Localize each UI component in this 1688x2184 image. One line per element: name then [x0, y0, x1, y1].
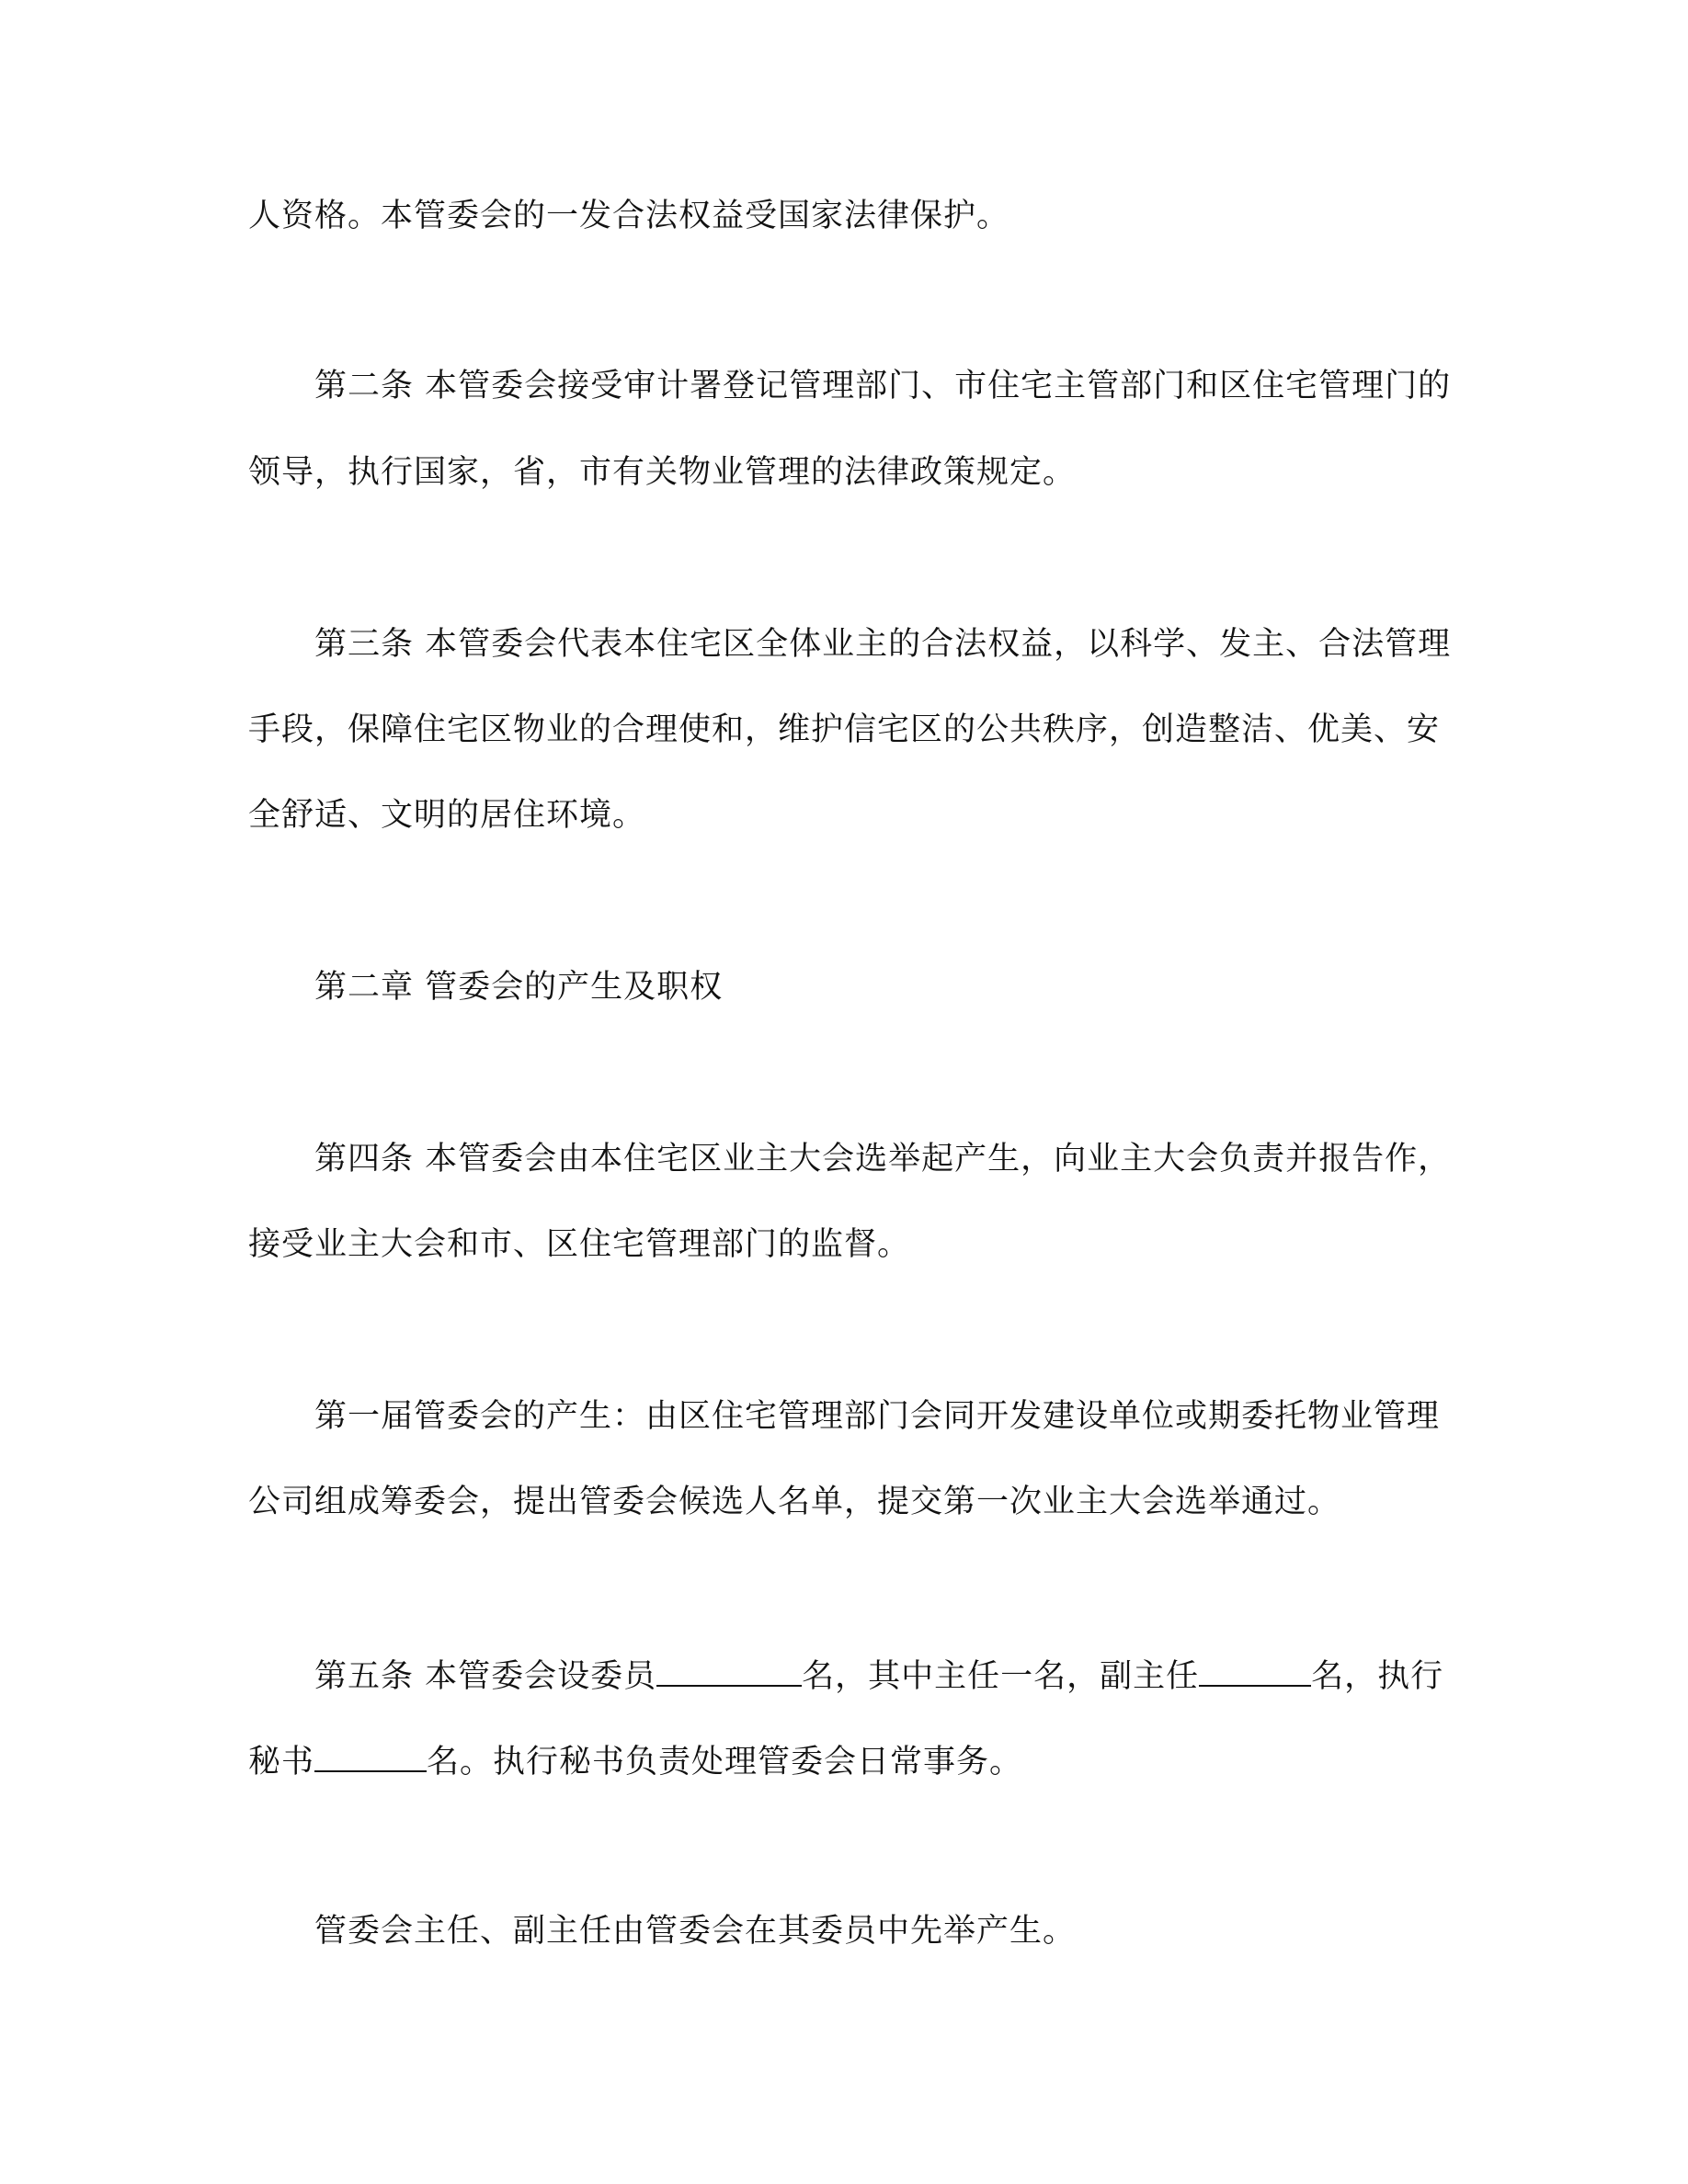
article-5-text-c: 名，执行: [1311, 1658, 1444, 1695]
chair-election-line: 管委会主任、副主任由管委会在其委员中先举产生。: [314, 1913, 1077, 1950]
article-2-line-1: 第二条 本管委会接受审计署登记管理部门、市住宅主管部门和区住宅管理门的: [314, 368, 1452, 404]
article-5-text-d: 秘书: [248, 1744, 315, 1780]
article-5-text-b: 名，其中主任一名，副主任: [802, 1658, 1200, 1695]
paragraph-continuation: 人资格。本管委会的一发合法权益受国家法律保护。: [248, 198, 1010, 234]
article-4-line-1: 第四条 本管委会由本住宅区业主大会选举起产生，向业主大会负责并报告作，: [314, 1141, 1452, 1177]
article-3-line-2: 手段，保障住宅区物业的合理使和，维护信宅区的公共秩序，创造整洁、优美、安: [248, 711, 1441, 748]
article-4-line-2: 接受业主大会和市、区住宅管理部门的监督。: [248, 1226, 911, 1263]
first-committee-line-2: 公司组成筹委会，提出管委会候选人名单，提交第一次业主大会选举通过。: [248, 1484, 1341, 1520]
vice-chair-count-blank: [1199, 1652, 1311, 1687]
article-5-text-e: 名。执行秘书负责处理管委会日常事务。: [427, 1744, 1023, 1780]
first-committee-line-1: 第一届管委会的产生：由区住宅管理部门会同开发建设单位或期委托物业管理: [314, 1398, 1441, 1435]
article-5-text-a: 第五条 本管委会设委员: [314, 1658, 657, 1695]
article-5-line-1: [314, 1652, 1443, 1699]
article-5-line-2: [248, 1737, 1443, 1784]
secretary-count-blank: [314, 1737, 427, 1772]
article-3-line-1: 第三条 本管委会代表本住宅区全体业主的合法权益，以科学、发主、合法管理: [314, 626, 1452, 663]
article-2-line-2: 领导，执行国家，省，市有关物业管理的法律政策规定。: [248, 454, 1077, 491]
members-count-blank: [656, 1652, 802, 1687]
chapter-2-heading: 第二章 管委会的产生及职权: [314, 969, 724, 1006]
article-3-line-3: 全舒适、文明的居住环境。: [248, 797, 646, 834]
